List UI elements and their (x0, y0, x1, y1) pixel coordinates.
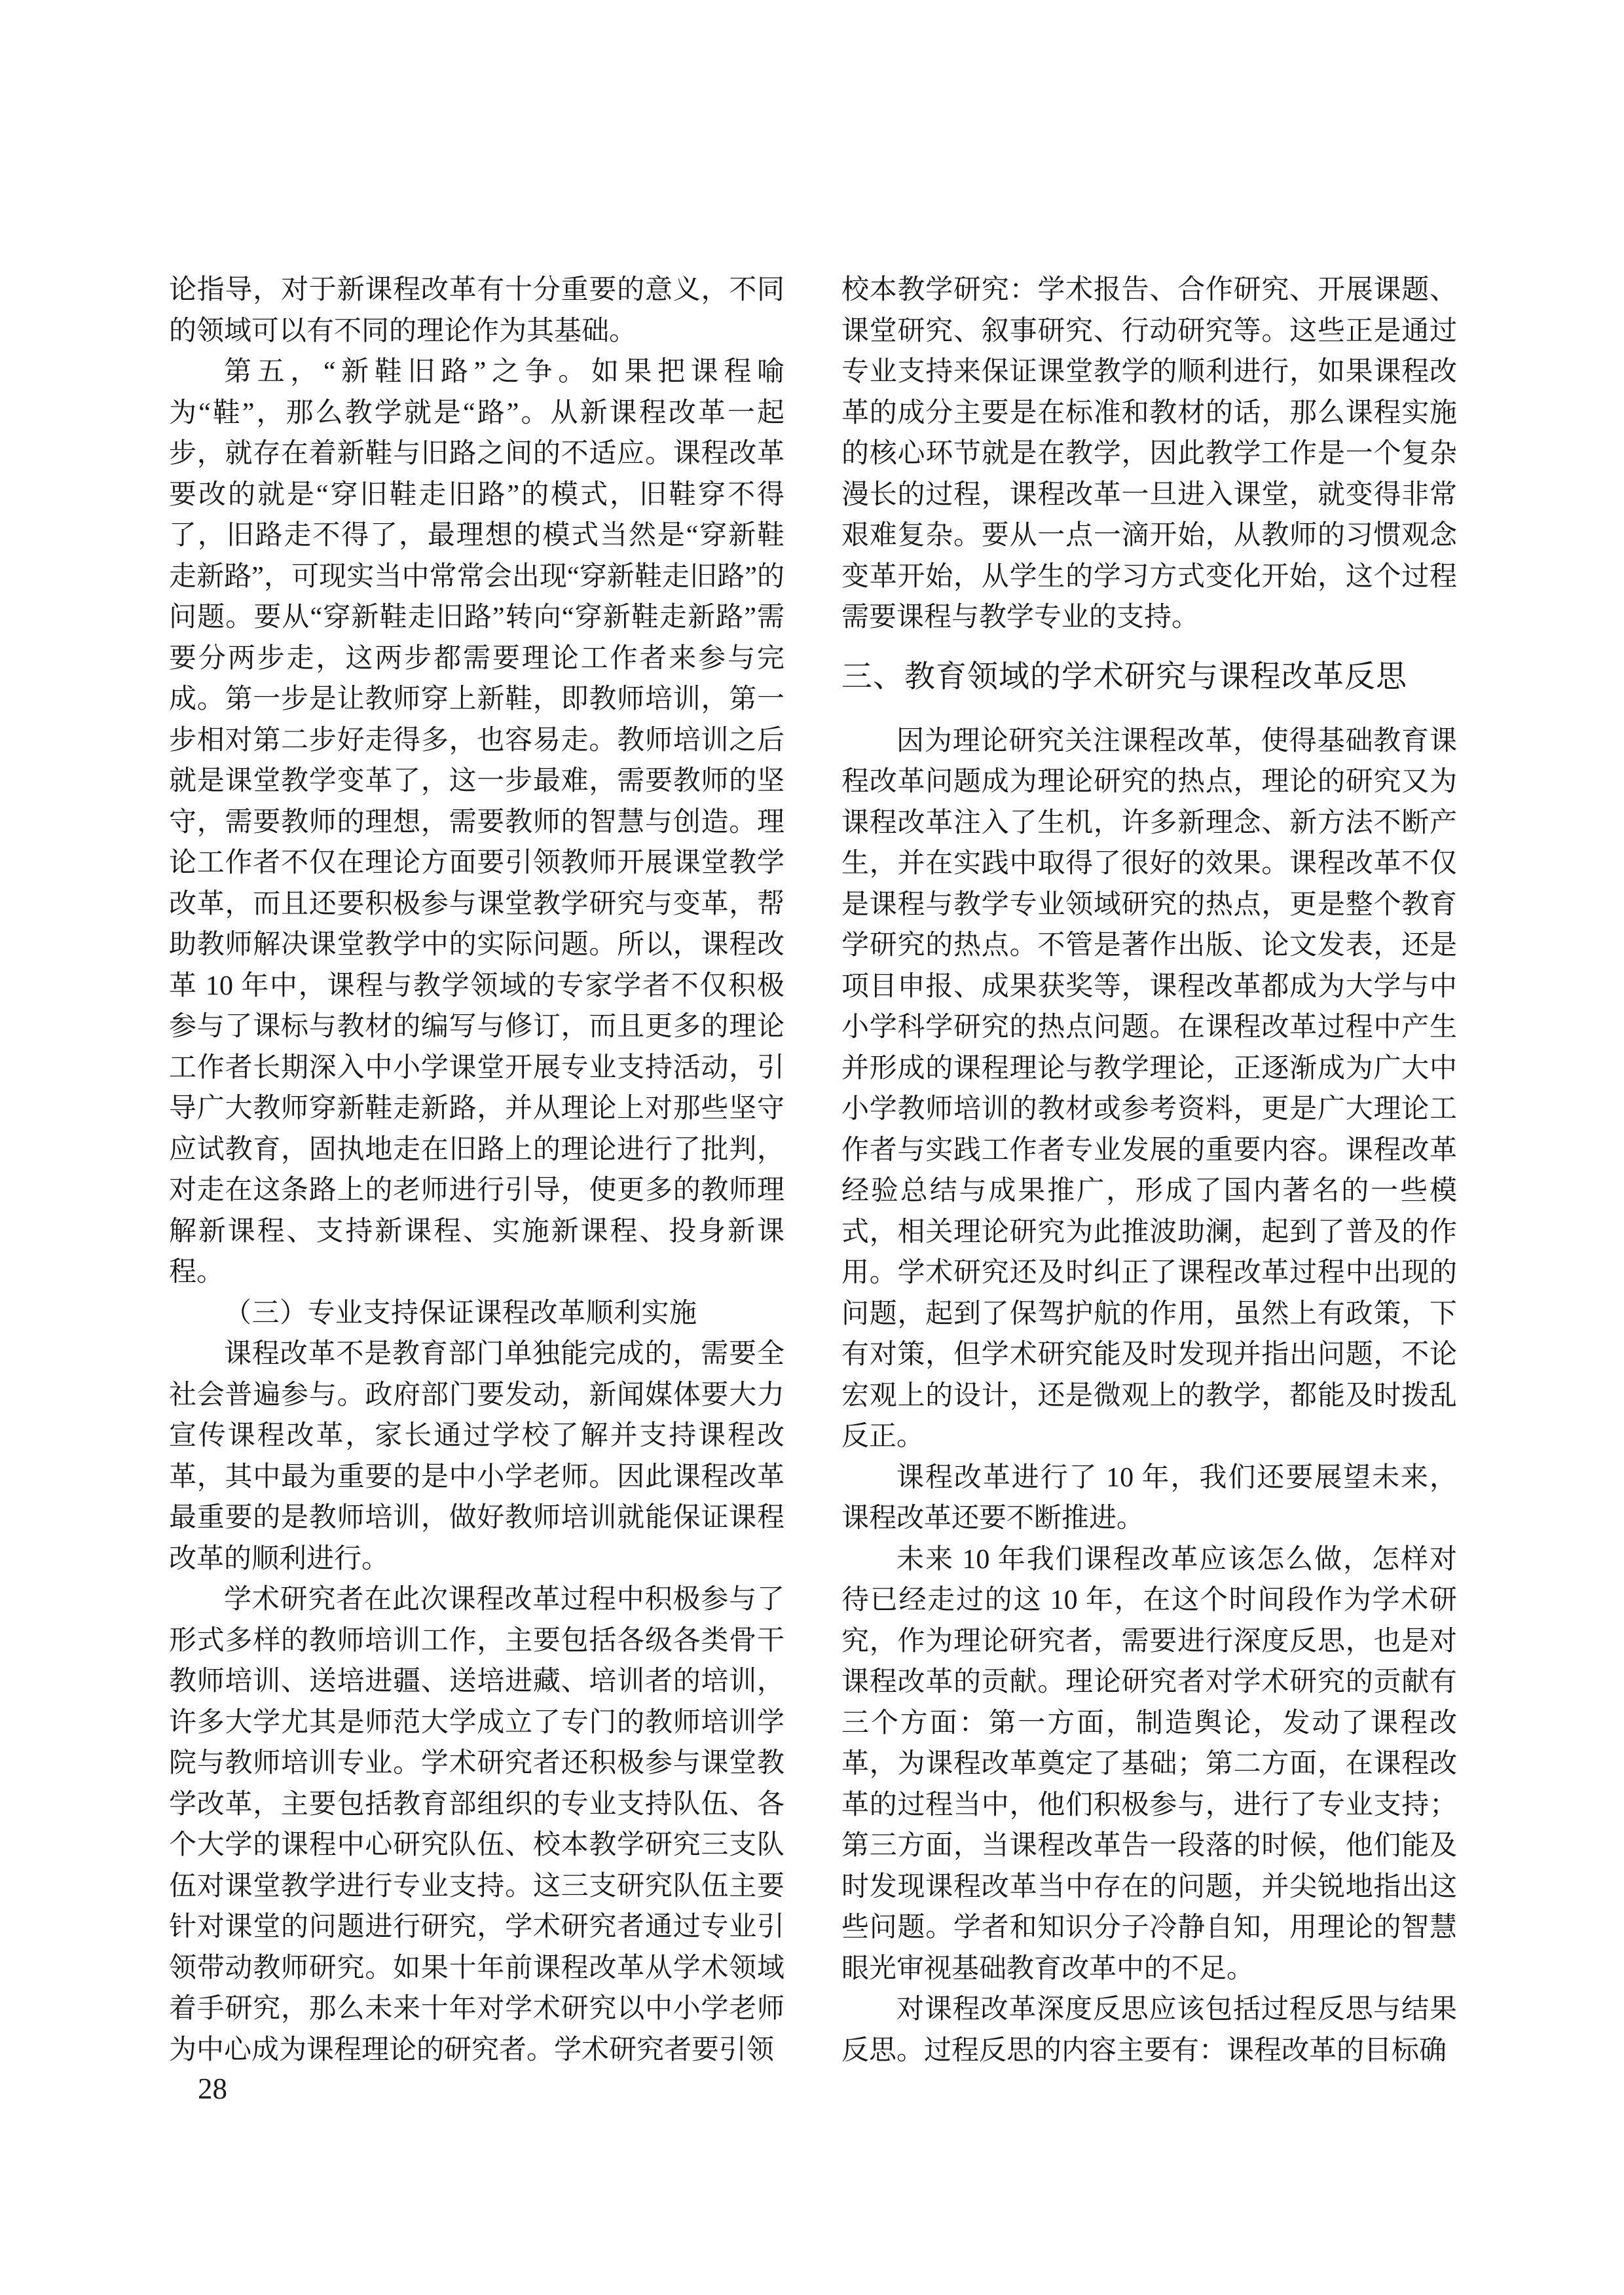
left-text-column (169, 270, 784, 2070)
body-paragraph: 因为理论研究关注课程改革，使得基础教育课程改革问题成为理论研究的热点，理论的研究又为课程改革注入了生机，许多新理念、新方法不断产生，并在实践中取得了很好的效果。课程改革不仅是课程与教学专业领域研究的热点，更是整个教育学研究的热点。不管是著作出版、论文发表，还是项目申报、成果获奖等，课程改革都成为大学与中小学科学研究的热点问题。在课程改革过程中产生并形成的课程理论与教学理论，正逐渐成为广大中小学教师培训的教材或参考资料，更是广大理论工作者与实践工作者专业发展的重要内容。课程改革经验总结与成果推广，形成了国内著名的一些模式，相关理论研究为此推波助澜，起到了普及的作用。学术研究还及时纠正了课程改革过程中出现的问题，起到了保驾护航的作用，虽然上有政策，下有对策，但学术研究能及时发现并指出问题，不论宏观上的设计，还是微观上的教学，都能及时拨乱反正。 (841, 725, 1457, 1452)
body-paragraph: 对课程改革深度反思应该包括过程反思与结果反思。过程反思的内容主要有：课程改革的目标确 (841, 1994, 1457, 2066)
right-text-column (841, 270, 1457, 2071)
section-heading: 三、教育领域的学术研究与课程改革反思 (841, 659, 1407, 694)
body-paragraph: 论指导，对于新课程改革有十分重要的意义，不同的领域可以有不同的理论作为其基础。 (169, 275, 784, 346)
body-paragraph: 未来 10 年我们课程改革应该怎么做，怎样对待已经走过的这 10 年，在这个时间段作为学术研究，作为理论研究者，需要进行深度反思，也是对课程改革的贡献。理论研究者对学术研究的贡献有三个方面：第一方面，制造舆论，发动了课程改革，为课程改革奠定了基础；第二方面，在课程改革的过程当中，他们积极参与，进行了专业支持；第三方面，当课程改革告一段落的时候，他们能及时发现课程改革当中存在的问题，并尖锐地指出这些问题。学者和知识分子冷静自知，用理论的智慧眼光审视基础教育改革中的不足。 (841, 1544, 1457, 1984)
page-number: 28 (198, 2072, 227, 2105)
sub-section-heading: （三）专业支持保证课程改革顺利实施 (224, 1298, 697, 1329)
body-paragraph: 校本教学研究：学术报告、合作研究、开展课题、课堂研究、叙事研究、行动研究等。这些正是通过专业支持来保证课堂教学的顺利进行，如果课程改革的成分主要是在标准和教材的话，那么课程实施的核心环节就是在教学，因此教学工作是一个复杂漫长的过程，课程改革一旦进入课堂，就变得非常艰难复杂。要从一点一滴开始，从教师的习惯观念变革开始，从学生的学习方式变化开始，这个过程需要课程与教学专业的支持。 (841, 275, 1457, 633)
body-paragraph: 第五，“新鞋旧路”之争。如果把课程喻为“鞋”，那么教学就是“路”。从新课程改革一起步，就存在着新鞋与旧路之间的不适应。课程改革要改的就是“穿旧鞋走旧路”的模式，旧鞋穿不得了，旧路走不得了，最理想的模式当然是“穿新鞋走新路”，可现实当中常常会出现“穿新鞋走旧路”的问题。要从“穿新鞋走旧路”转向“穿新鞋走新路”需要分两步走，这两步都需要理论工作者来参与完成。第一步是让教师穿上新鞋，即教师培训，第一步相对第二步好走得多，也容易走。教师培训之后就是课堂教学变革了，这一步最难，需要教师的坚守，需要教师的理想，需要教师的智慧与创造。理论工作者不仅在理论方面要引领教师开展课堂教学改革，而且还要积极参与课堂教学研究与变革，帮助教师解决课堂教学中的实际问题。所以，课程改革 10 年中，课程与教学领域的专家学者不仅积极参与了课标与教材的编写与修订，而且更多的理论工作者长期深入中小学课堂开展专业支持活动，引导广大教师穿新鞋走新路，并从理论上对那些坚守应试教育，固执地走在旧路上的理论进行了批判，对走在这条路上的老师进行引导，使更多的教师理解新课程、支持新课程、实施新课程、投身新课程。 (169, 357, 784, 1287)
body-paragraph: 课程改革不是教育部门单独能完成的，需要全社会普遍参与。政府部门要发动，新闻媒体要大力宣传课程改革，家长通过学校了解并支持课程改革，其中最为重要的是中小学老师。因此课程改革最重要的是教师培训，做好教师培训就能保证课程改革的顺利进行。 (169, 1339, 784, 1574)
body-paragraph: 学术研究者在此次课程改革过程中积极参与了形式多样的教师培训工作，主要包括各级各类骨干教师培训、送培进疆、送培进藏、培训者的培训，许多大学尤其是师范大学成立了专门的教师培训学院与教师培训专业。学术研究者还积极参与课堂教学改革，主要包括教育部组织的专业支持队伍、各个大学的课程中心研究队伍、校本教学研究三支队伍对课堂教学进行专业支持。这三支研究队伍主要针对课堂的问题进行研究，学术研究者通过专业引领带动教师研究。如果十年前课程改革从学术领域着手研究，那么未来十年对学术研究以中小学老师为中心成为课程理论的研究者。学术研究者要引领 (169, 1585, 784, 2065)
body-paragraph: 课程改革进行了 10 年，我们还要展望未来，课程改革还要不断推进。 (841, 1462, 1457, 1533)
